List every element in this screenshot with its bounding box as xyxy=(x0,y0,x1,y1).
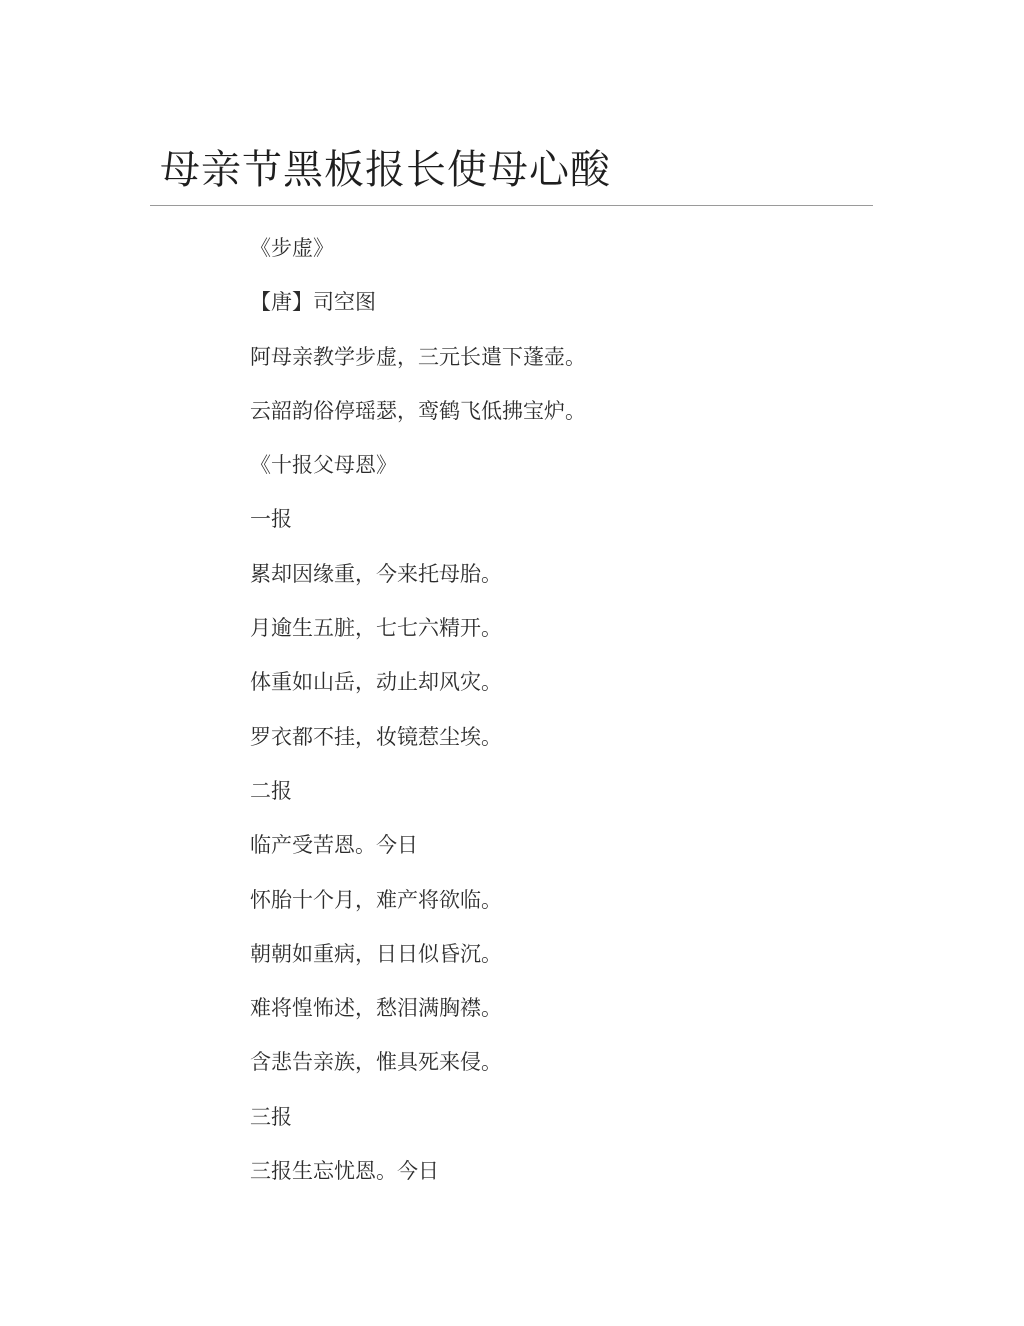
title-divider xyxy=(150,205,873,206)
verse-line: 云韶韵俗停瑶瑟，鸾鹤飞低拂宝炉。 xyxy=(250,398,586,423)
section-heading: 二报 xyxy=(250,778,292,803)
poem-title-line: 《十报父母恩》 xyxy=(250,453,397,478)
author-line: 【唐】司空图 xyxy=(250,290,376,315)
verse-line: 难将惶怖述，愁泪满胸襟。 xyxy=(250,996,502,1021)
section-heading: 一报 xyxy=(250,507,292,532)
verse-line: 体重如山岳，动止却风灾。 xyxy=(250,670,502,695)
verse-line: 临产受苦恩。今日 xyxy=(250,833,418,858)
verse-line: 含悲告亲族，惟具死来侵。 xyxy=(250,1050,502,1075)
verse-line: 月逾生五脏，七七六精开。 xyxy=(250,616,502,641)
section-heading: 三报 xyxy=(250,1104,292,1129)
poem-title-line: 《步虚》 xyxy=(250,236,334,260)
document-body xyxy=(250,230,890,1207)
verse-line: 累却因缘重，今来托母胎。 xyxy=(250,561,502,586)
verse-line: 罗衣都不挂，妆镜惹尘埃。 xyxy=(250,724,502,749)
document-title: 母亲节黑板报长使母心酸 xyxy=(160,147,611,193)
verse-line: 怀胎十个月，难产将欲临。 xyxy=(250,887,502,912)
verse-line: 阿母亲教学步虚，三元长遣下蓬壶。 xyxy=(250,344,586,369)
verse-line: 朝朝如重病，日日似昏沉。 xyxy=(250,941,502,966)
verse-line: 三报生忘忧恩。今日 xyxy=(250,1159,439,1184)
